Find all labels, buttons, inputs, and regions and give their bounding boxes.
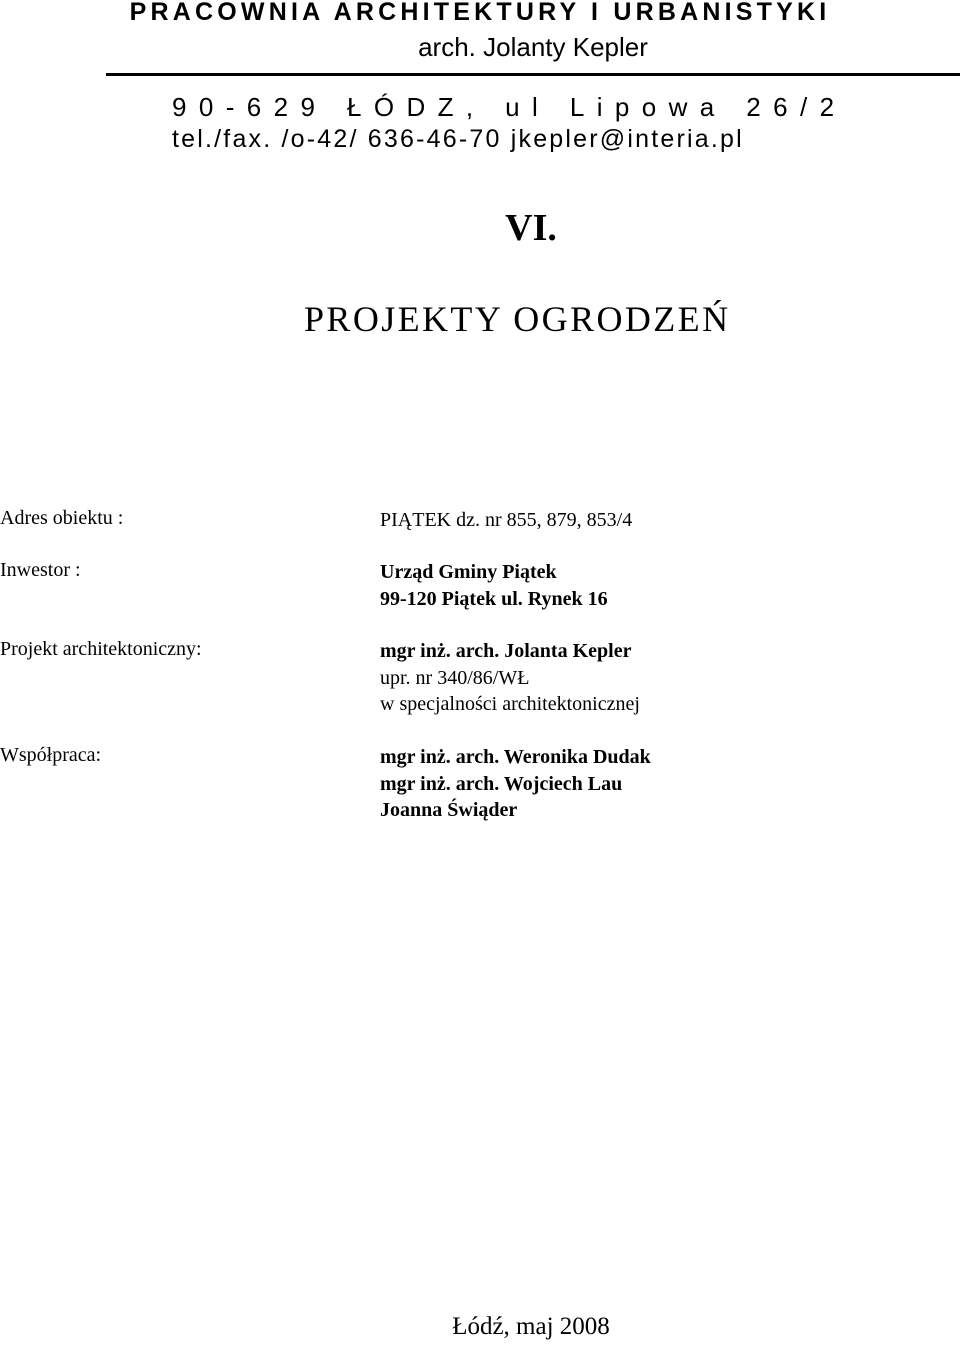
design-line: upr. nr 340/86/WŁ [380, 666, 530, 689]
place-date: Łódź, maj 2008 [452, 1313, 610, 1340]
firm-owner: arch. Jolanty Kepler [418, 32, 648, 62]
firm-contact: tel./fax. /o-42/ 636-46-70 jkepler@interia.pl [172, 125, 744, 153]
cooperation-line: mgr inż. arch. Weronika Dudak [380, 746, 651, 768]
design-line: mgr inż. arch. Jolanta Kepler [380, 640, 632, 662]
firm-address: 90-629 ŁÓDZ, ul Lipowa 26/2 [172, 92, 847, 122]
design-value [380, 638, 640, 718]
address-value [380, 507, 632, 534]
investor-value [380, 559, 608, 612]
cooperation-line: mgr inż. arch. Wojciech Lau [380, 772, 623, 795]
section-title: PROJEKTY OGRODZEŃ [304, 299, 731, 339]
design-label: Projekt architektoniczny: [0, 638, 202, 660]
investor-line: Urząd Gminy Piątek [380, 561, 557, 583]
address-label: Adres obiektu : [0, 507, 124, 529]
header-divider [106, 73, 960, 76]
address-value-text: PIĄTEK dz. nr 855, 879, 853/4 [380, 509, 633, 531]
cooperation-value [380, 744, 651, 824]
cooperation-line: Joanna Świąder [380, 799, 518, 821]
cooperation-label: Współpraca: [0, 744, 102, 766]
section-number: VI. [505, 207, 557, 249]
firm-name: PRACOWNIA ARCHITEKTURY I URBANISTYKI [129, 0, 831, 26]
investor-line: 99-120 Piątek ul. Rynek 16 [380, 587, 608, 610]
investor-label: Inwestor : [0, 559, 81, 581]
design-line: w specjalności architektonicznej [380, 693, 640, 715]
